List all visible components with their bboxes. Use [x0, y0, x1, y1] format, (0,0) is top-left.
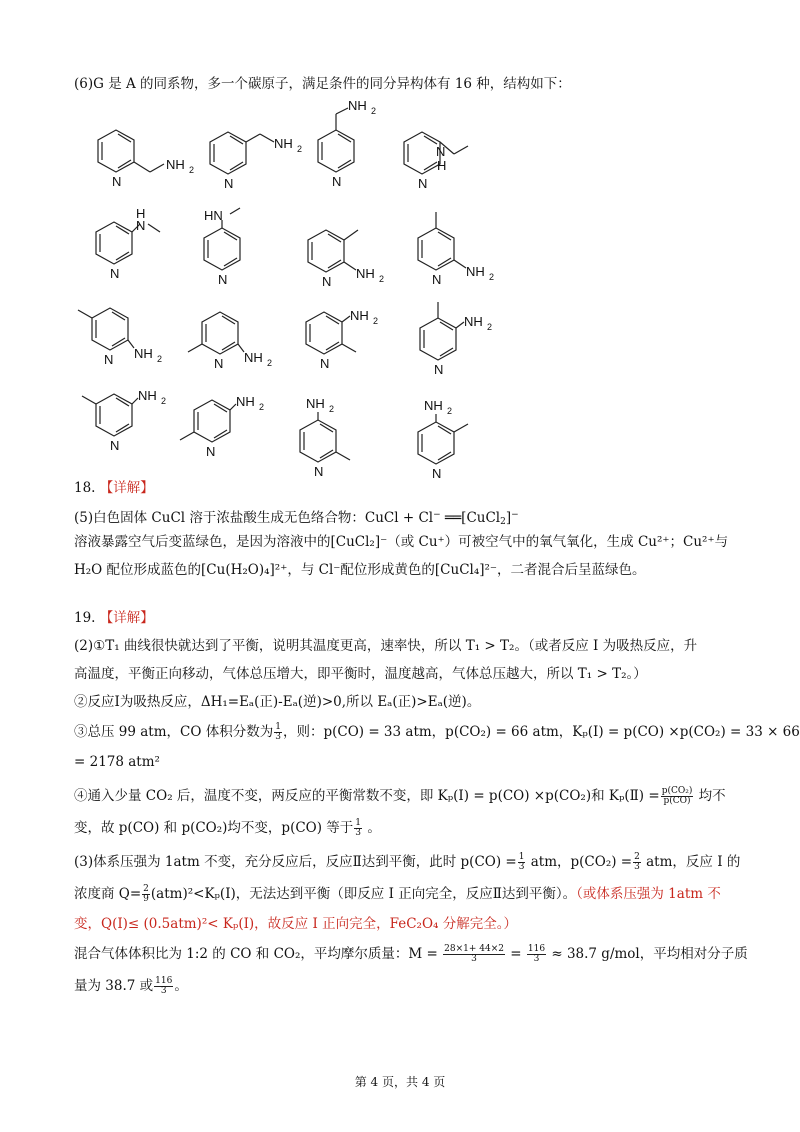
svg-text:N: N	[206, 444, 216, 459]
svg-text:2: 2	[373, 316, 379, 326]
q18-heading	[74, 478, 154, 498]
svg-text:2: 2	[379, 274, 385, 284]
svg-text:N: N	[432, 466, 442, 481]
svg-text:2: 2	[297, 144, 303, 154]
q19-part3-line-3: 变，Q(I)≤ (0.5atm)²< Kₚ(I)，故反应 I 正向完全，FeC₂O₄ 分解完全。）	[74, 916, 517, 932]
svg-text:NH: NH	[166, 157, 185, 172]
svg-text:NH: NH	[306, 396, 325, 411]
svg-text:N: N	[434, 362, 444, 377]
svg-text:N: N	[112, 174, 122, 189]
q6-intro: (6)G 是 A 的同系物，多一个碳原子，满足条件的同分异构体有 16 种，结构如下：	[74, 76, 571, 92]
q18-detail-tag: 【详解】	[99, 480, 154, 496]
svg-text:N: N	[314, 464, 324, 479]
structure-8-4-methylpyridin-2-amine	[408, 204, 518, 294]
svg-text:NH: NH	[464, 314, 483, 329]
svg-text:H: H	[136, 206, 146, 221]
fraction-one-third-b: $\frac{1}{3}$	[355, 818, 362, 838]
svg-text:2: 2	[487, 322, 493, 332]
structure-2-pyridin-3-ylmethanamine	[200, 116, 310, 206]
svg-text:NH: NH	[356, 266, 375, 281]
q19-part2-line-6: ④通入少量 CO₂ 后，温度不变，两反应的平衡常数不变，即 Kₚ(I) = p(CO) ×p(CO₂)和 Kₚ(Ⅱ) = $\frac{\text{p(CO₂)}}{p(CO)}$ 均不	[74, 786, 726, 806]
svg-text:NH: NH	[466, 264, 485, 279]
svg-text:2: 2	[189, 165, 195, 175]
q19-part3-line-2: 浓度商 Q= $\frac{2}{9}$ (atm)²<Kₚ(I)，无法达到平衡（即反应 I 正向完全，反应Ⅱ达到平衡）。（或体系压强为 1atm 不	[74, 884, 721, 904]
svg-text:N: N	[322, 274, 332, 289]
svg-text:N: N	[110, 266, 120, 281]
q19-part3-line-5: 量为 38.7 或 $\frac{116}{3}$ 。	[74, 976, 188, 996]
svg-text:NH: NH	[138, 388, 157, 403]
svg-text:N: N	[110, 438, 120, 453]
svg-text:NH: NH	[348, 98, 367, 113]
q19-detail-tag: 【详解】	[99, 610, 154, 626]
q19-heading	[74, 608, 154, 628]
q19-part2-line-7: 变，故 p(CO) 和 p(CO₂)均不变，p(CO) 等于 $\frac{1}{3}$ 。	[74, 818, 381, 838]
svg-text:2: 2	[329, 404, 335, 414]
q19-part2-line-3: ②反应I为吸热反应，ΔH₁=Eₐ(正)-Eₐ(逆)>0,所以 Eₐ(正)>Eₐ(逆)。	[74, 694, 481, 710]
svg-text:2: 2	[161, 396, 167, 406]
q19-part2-line-1: (2)①T₁ 曲线很快就达到了平衡，说明其温度更高，速率快，所以 T₁ > T₂。（或者反应 I 为吸热反应，升	[74, 638, 698, 654]
svg-text:N: N	[320, 356, 330, 371]
svg-text:NH: NH	[236, 394, 255, 409]
structure-1-pyridin-2-ylmethanamine	[88, 120, 198, 210]
q19-part2-line-5: = 2178 atm²	[74, 754, 160, 770]
svg-text:2: 2	[489, 272, 495, 282]
structure-15-2-methylpyridin-4-amine	[290, 392, 400, 482]
fraction-two-ninths: $\frac{2}{9}$	[143, 884, 149, 904]
svg-text:2: 2	[447, 406, 453, 416]
svg-text:N: N	[218, 272, 228, 287]
structure-16-3-methylpyridin-4-amine	[408, 394, 518, 484]
q18-line-3: H₂O 配位形成蓝色的[Cu(H₂O)₄]²⁺，与 Cl⁻配位形成黄色的[CuCl₄]²⁻，二者混合后呈蓝绿色。	[74, 562, 646, 578]
svg-text:N: N	[332, 174, 342, 189]
fraction-116-thirds: $\frac{116}{3}$	[527, 944, 546, 964]
svg-text:N: N	[224, 176, 234, 191]
svg-text:2: 2	[267, 358, 273, 368]
svg-text:N: N	[418, 176, 428, 191]
structure-14-6-methylpyridin-3-amine	[170, 390, 280, 480]
q19-part3-line-4: 混合气体体积比为 1:2 的 CO 和 CO₂，平均摩尔质量：M = $\frac{28\times 1+ 44\times 2}{3}$ = $\frac{116}{3}$ ≈ 38.7 g/mol，平均相对分子质	[74, 944, 748, 964]
structure-4-n-methylpyridin-2-amine	[394, 116, 504, 206]
fraction-116-thirds-b: $\frac{116}{3}$	[155, 976, 173, 996]
svg-text:NH: NH	[424, 398, 443, 413]
svg-text:N: N	[436, 144, 446, 159]
structure-5-n-methylpyridin-3-amine	[86, 206, 196, 296]
svg-text:N: N	[104, 352, 114, 367]
svg-text:N: N	[136, 218, 146, 233]
structure-6-n-methylpyridin-4-amine	[194, 204, 304, 294]
fraction-molar-mass: $\frac{28\times 1+ 44\times 2}{3}$	[444, 944, 504, 964]
q18-number: 18.	[74, 480, 96, 496]
q18-line-2: 溶液暴露空气后变蓝绿色，是因为溶液中的[CuCl₂]⁻（或 Cu⁺）可被空气中的氧气氧化，生成 Cu²⁺；Cu²⁺与	[74, 534, 729, 550]
svg-text:NH: NH	[350, 308, 369, 323]
q19-part2-line-4: ③总压 99 atm，CO 体积分数为 $\frac{1}{3}$ ，则：p(CO) = 33 atm，p(CO₂) = 66 atm，Kₚ(I) = p(CO) ×p(CO₂) = 33 × 66	[74, 722, 800, 742]
fraction-one-third: $\frac{1}{3}$	[275, 722, 281, 742]
svg-text:HN: HN	[204, 208, 223, 223]
svg-text:2: 2	[157, 354, 163, 364]
structure-9-5-methylpyridin-2-amine	[74, 302, 184, 392]
svg-text:H: H	[437, 158, 447, 173]
svg-text:NH: NH	[244, 350, 263, 365]
q19-number: 19.	[74, 610, 96, 626]
fraction-two-thirds: $\frac{2}{3}$	[634, 852, 640, 872]
svg-text:N: N	[432, 272, 442, 287]
page-footer: 第 4 页，共 4 页	[354, 1075, 446, 1089]
svg-text:N: N	[214, 356, 224, 371]
fraction-pco2-over-pco: $\frac{\text{p(CO₂)}}{p(CO)}$	[661, 786, 693, 806]
svg-text:2: 2	[259, 402, 265, 412]
q18-line-1: (5)白色固体 CuCl 溶于浓盐酸生成无色络合物：CuCl + Cl− ══[CuCl$_2$]−	[74, 510, 519, 527]
structure-11-2-methylpyridin-3-amine	[296, 302, 406, 392]
structure-10-6-methylpyridin-2-amine	[184, 306, 294, 396]
structure-7-3-methylpyridin-2-amine	[298, 216, 408, 306]
q19-part3-line-1: (3)体系压强为 1atm 不变，充分反应后，反应Ⅱ达到平衡，此时 p(CO) = $\frac{1}{3}$ atm，p(CO₂) = $\frac{2}{3}$ atm，反应 I 的	[74, 852, 741, 872]
fraction-one-third-c: $\frac{1}{3}$	[518, 852, 525, 872]
structure-12-4-methylpyridin-3-amine	[410, 294, 520, 384]
svg-text:NH: NH	[134, 346, 153, 361]
svg-text:2: 2	[371, 106, 377, 116]
svg-text:NH: NH	[274, 136, 293, 151]
q19-part2-line-2: 高温度，平衡正向移动，气体总压增大，即平衡时，温度越高，气体总压越大，所以 T₁ > T₂。）	[74, 666, 647, 682]
